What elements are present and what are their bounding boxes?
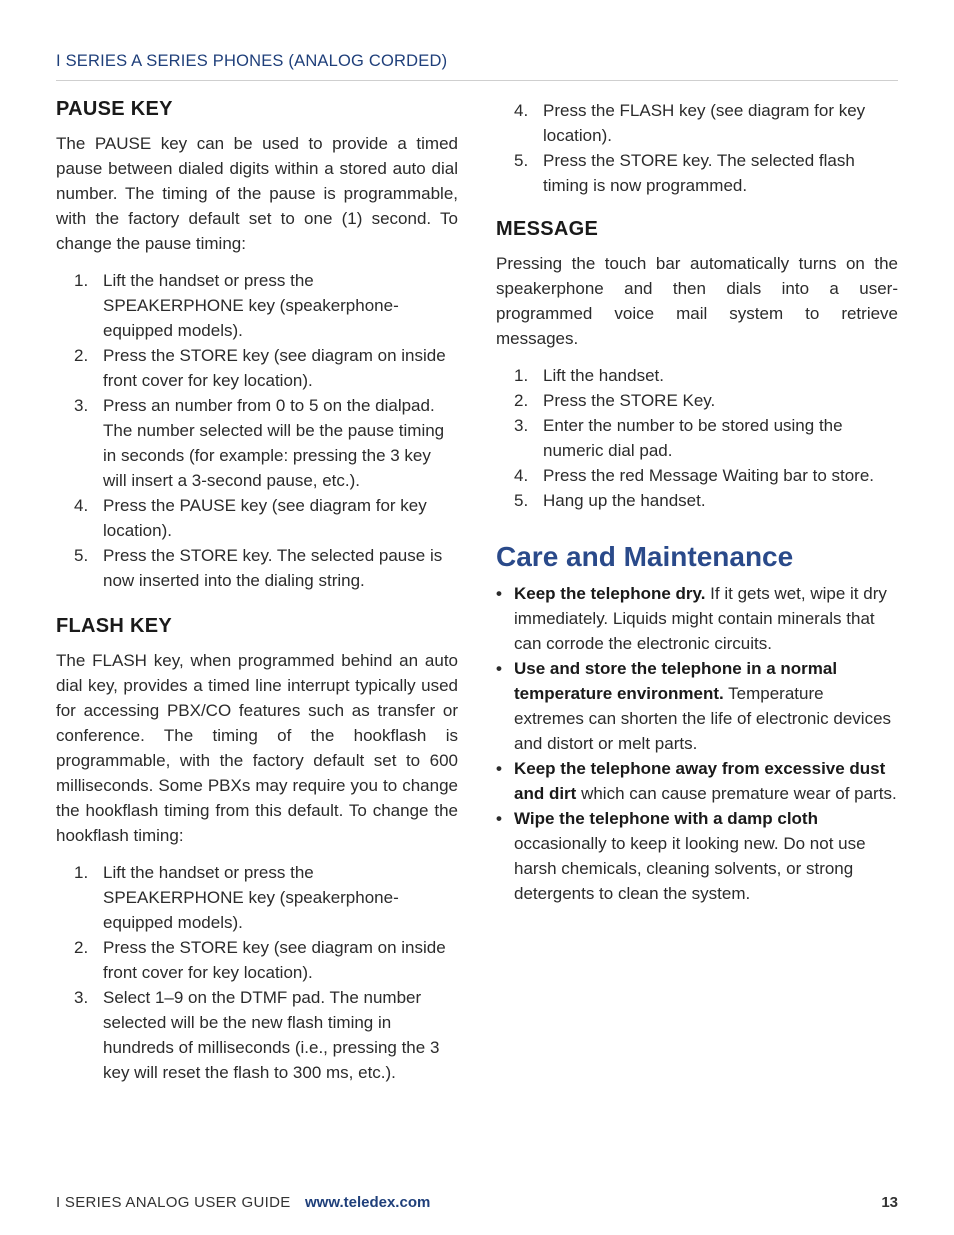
list-item — [496, 581, 898, 656]
step-number: 4. — [514, 466, 529, 485]
step-number: 3. — [74, 396, 89, 415]
bullet-icon: • — [496, 659, 502, 678]
pause-key-section — [56, 98, 458, 593]
right-column — [496, 98, 898, 906]
section-heading-message: MESSAGE — [496, 218, 599, 240]
list-item — [496, 656, 898, 756]
bullet-bold-lead: Keep the telephone dry. — [514, 584, 706, 603]
step-text: Hang up the handset. — [543, 491, 706, 510]
step-text: Press the STORE key (see diagram on inside front cover for key location). — [103, 938, 446, 982]
bullet-bold-lead: Wipe the telephone with a damp cloth — [514, 809, 818, 828]
step-number: 1. — [514, 366, 529, 385]
step-text: Lift the handset or press the SPEAKERPHONE key (speakerphone-equipped models). — [103, 863, 399, 932]
list-item — [496, 98, 898, 148]
step-text: Lift the handset. — [543, 366, 664, 385]
list-item — [56, 543, 458, 593]
step-text: Lift the handset or press the SPEAKERPHONE key (speakerphone-equipped models). — [103, 271, 399, 340]
care-bullet-list — [496, 581, 898, 906]
step-number: 2. — [74, 938, 89, 957]
running-header-title: I SERIES A SERIES PHONES (ANALOG CORDED) — [56, 52, 448, 70]
bullet-text: Temperature extremes can shorten the life of electronic devices and distort or melt parts. — [514, 684, 892, 753]
list-item — [56, 393, 458, 493]
list-item — [496, 413, 898, 463]
bullet-icon: • — [496, 759, 502, 778]
section-heading-pause-key: PAUSE KEY — [56, 98, 173, 120]
flash-key-intro: The FLASH key, when programmed behind an auto dial key, provides a timed line interrupt typically used for accessing PBX/CO features such as transfer or conference. The timing of the hookflash is programmable, with the factory default set to 600 milliseconds. Some PBXs may require you to change the hookflash timing from this default. To change the hookflash timing: — [56, 651, 458, 845]
list-item — [496, 488, 898, 513]
bullet-bold-lead: Keep the telephone away from excessive dust and dirt — [514, 759, 886, 803]
step-number: 3. — [514, 416, 529, 435]
running-header — [56, 52, 898, 81]
list-item — [496, 756, 898, 806]
step-number: 3. — [74, 988, 89, 1007]
bullet-bold-lead: Use and store the telephone in a normal temperature environment. — [514, 659, 838, 703]
step-number: 5. — [514, 491, 529, 510]
list-item — [496, 148, 898, 198]
list-item — [496, 363, 898, 388]
step-text: Press the STORE key. The selected pause is now inserted into the dialing string. — [103, 546, 443, 590]
list-item — [56, 493, 458, 543]
step-text: Press the STORE Key. — [543, 391, 716, 410]
step-number: 5. — [74, 546, 89, 565]
care-maintenance-section — [496, 541, 898, 906]
page-number: 13 — [881, 1194, 898, 1211]
bullet-text: If it gets wet, wipe it dry immediately. Liquids might contain minerals that can corrode the electronic circuits. — [514, 584, 887, 653]
message-steps — [496, 363, 898, 513]
step-text: Select 1–9 on the DTMF pad. The number selected will be the new flash timing in hundreds of milliseconds (i.e., pressing the 3 key will reset the flash to 300 ms, etc.). — [103, 988, 440, 1082]
step-number: 2. — [514, 391, 529, 410]
flash-key-steps-continued — [496, 98, 898, 198]
message-section — [496, 218, 898, 513]
step-text: Press an number from 0 to 5 on the dialpad. The number selected will be the pause timing in seconds (for example: pressing the 3 key will insert a 3-second pause, etc.). — [103, 396, 445, 490]
step-text: Press the STORE key. The selected flash timing is now programmed. — [543, 151, 855, 195]
step-text: Enter the number to be stored using the numeric dial pad. — [543, 416, 843, 460]
bullet-text: occasionally to keep it looking new. Do not use harsh chemicals, cleaning solvents, or strong detergents to clean the system. — [514, 834, 866, 903]
list-item — [56, 985, 458, 1085]
pause-key-intro: The PAUSE key can be used to provide a timed pause between dialed digits within a stored auto dial number. The timing of the pause is programmable, with the factory default set to one (1) second. To change the pause timing: — [56, 134, 458, 253]
flash-key-section — [56, 615, 458, 1085]
list-item — [56, 860, 458, 935]
flash-key-steps — [56, 860, 458, 1085]
step-text: Press the STORE key (see diagram on inside front cover for key location). — [103, 346, 446, 390]
step-number: 2. — [74, 346, 89, 365]
list-item — [496, 388, 898, 413]
step-number: 5. — [514, 151, 529, 170]
list-item — [56, 343, 458, 393]
bullet-icon: • — [496, 809, 502, 828]
footer-website-link[interactable]: www.teledex.com — [305, 1194, 431, 1211]
step-number: 1. — [74, 863, 89, 882]
step-text: Press the red Message Waiting bar to store. — [543, 466, 875, 485]
bullet-icon: • — [496, 584, 502, 603]
section-heading-care-maintenance: Care and Maintenance — [496, 541, 794, 572]
footer-guide-title: I SERIES ANALOG USER GUIDE — [56, 1194, 291, 1211]
step-text: Press the PAUSE key (see diagram for key location). — [103, 496, 427, 540]
left-column — [56, 98, 458, 1101]
list-item — [496, 806, 898, 906]
message-intro: Pressing the touch bar automatically turns on the speakerphone and then dials into a user-programmed voice mail system to retrieve messages. — [496, 254, 898, 348]
pause-key-steps — [56, 268, 458, 593]
step-number: 4. — [514, 101, 529, 120]
step-number: 1. — [74, 271, 89, 290]
list-item — [56, 935, 458, 985]
section-heading-flash-key: FLASH KEY — [56, 615, 173, 637]
list-item — [496, 463, 898, 488]
step-text: Press the FLASH key (see diagram for key location). — [543, 101, 866, 145]
list-item — [56, 268, 458, 343]
bullet-text: which can cause premature wear of parts. — [576, 784, 897, 803]
step-number: 4. — [74, 496, 89, 515]
